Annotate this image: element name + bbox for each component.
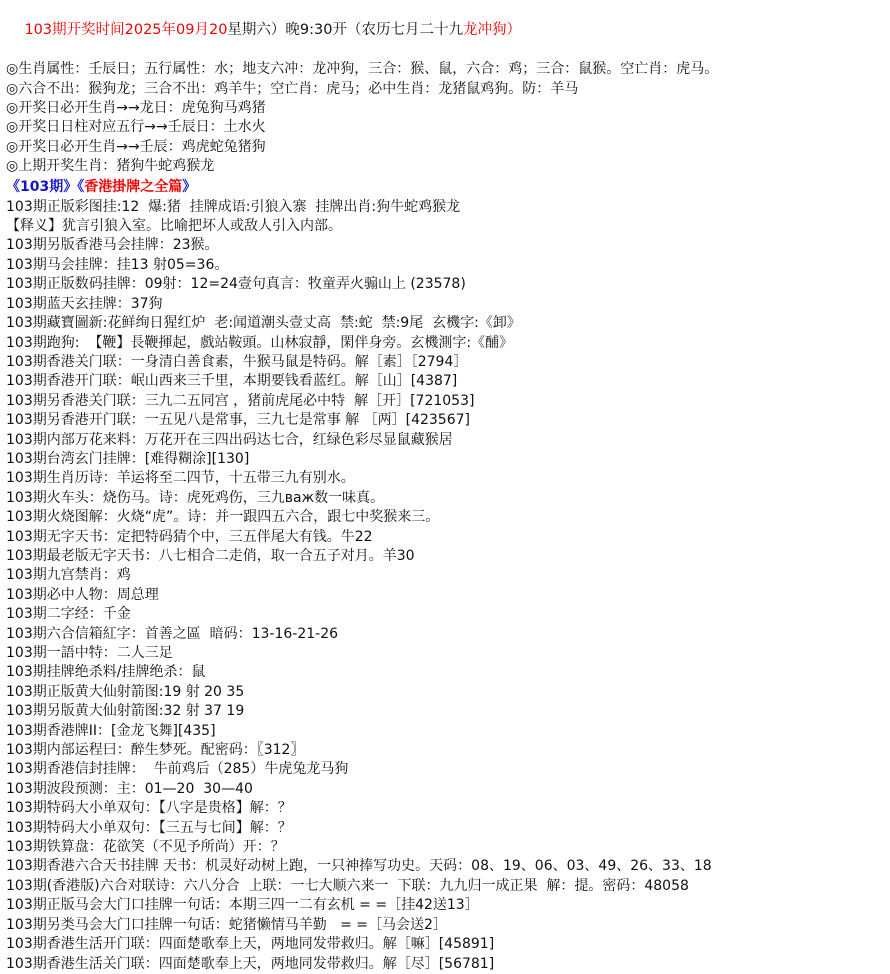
title-line <box>0 177 890 198</box>
attribute-segment: 开奖日日柱对应五行→→壬辰日：土水火 <box>18 119 266 136</box>
content-line: 103期特码大小单双句：【三五与七间】解：？ <box>6 819 292 836</box>
attribute-segment: 空亡肖：虎马； <box>270 80 369 97</box>
attribute-line <box>0 99 890 118</box>
content-line: 103期香港关门联：一身清白善食素，牛猴马鼠是特码。解［素］［2794］ <box>6 353 468 370</box>
content-line: 103期马会挂牌：挂13 射05=36。 <box>6 256 229 273</box>
attribute-segment: 三合不出：鸡羊牛； <box>144 80 271 97</box>
content-line: 103期台湾玄门挂牌：[难得糊涂][130] <box>6 450 250 467</box>
content-line: 103期(香港版)六合对联诗：六八分合 上联：一七大顺六来一 下联：九九归一成正果 解：提。密码：48058 <box>6 877 689 894</box>
content-line: 103期另版黄大仙射箭图:32 射 37 19 <box>6 703 245 720</box>
content-line: 103期藏寶圖新:花鲜绚日猩红炉 老:闻道潮头壹丈高 禁:蛇 禁:9尾 玄機字:《卸》 <box>6 315 521 332</box>
content-line: 103期六合信箱紅字：首善之區 暗码：13-16-21-26 <box>6 625 339 642</box>
attribute-segment: 六合不出：猴狗龙； <box>18 80 145 97</box>
title-main: 香港掛牌之全篇 <box>84 178 183 195</box>
bullet-circle-icon: ◎ <box>6 100 19 117</box>
content-line: 103期另香港开门联：一五见八是常事，三九七是常事 解 ［两］[423567] <box>6 412 470 429</box>
attribute-segment: 开奖日必开生肖→→龙日：虎兔狗马鸡猪 <box>18 100 266 117</box>
content-line: 103期蓝天玄挂牌：37狗 <box>6 295 163 312</box>
attribute-segment: 开奖日必开生肖→→壬辰：鸡虎蛇兔猪狗 <box>18 138 266 155</box>
content-line: 103期九宫禁肖：鸡 <box>6 567 131 584</box>
content-line: 103期内部运程曰：醉生梦死。配密码：〖312〗 <box>6 742 305 759</box>
attribute-block <box>0 60 890 176</box>
header-draw-time <box>0 2 890 60</box>
bullet-circle-icon: ◎ <box>6 138 19 155</box>
content-line: 103期铁算盘：花欲笑（不见予所尚）开：？ <box>6 839 285 856</box>
content-line: 103期火车头：烧伤马。诗：虎死鸡伤，三九важ数一味真。 <box>6 489 385 506</box>
content-line: 103期香港信封挂牌： 牛前鸡后（285）牛虎兔龙马狗 <box>6 761 349 778</box>
attribute-line <box>0 60 890 79</box>
content-line: 103期另香港关门联：三九二五同宫 ，猪前虎尾必中特 解［开］[721053] <box>6 392 475 409</box>
bullet-circle-icon: ◎ <box>6 80 19 97</box>
attribute-segment: 上期开奖生肖：猪狗牛蛇鸡猴龙 <box>18 158 215 175</box>
attribute-segment: 必中生肖：龙猪鼠鸡狗。防：羊马 <box>368 80 579 97</box>
content-line: 103期香港开门联：岷山西来三千里，本期要钱看蓝红。解［山］[4387] <box>6 373 458 390</box>
content-line: 103期香港生活开门联：四面楚歌奉上天，两地同发带救归。解［嘛］[45891] <box>6 936 495 953</box>
attribute-segment: 生肖属性： <box>18 61 89 78</box>
content-line: 103期另版香港马会挂牌：23猴。 <box>6 237 219 254</box>
body-block <box>0 198 890 974</box>
content-line: 103期火烧图解：火烧“虎”。诗：并一跟四五六合，跟七中奖猴来三。 <box>6 509 440 526</box>
content-line: 103期必中人物：周总理 <box>6 586 159 603</box>
content-line: 103期香港牌ⅠⅠ：[金龙飞舞][435] <box>6 722 216 739</box>
title-brackets-close: 》 <box>182 178 197 195</box>
content-line: 103期正版马会大门口挂牌一句话：本期三四一二有玄机 = =［挂42送13］ <box>6 897 479 914</box>
title-period: 《103期》 <box>6 178 78 195</box>
content-line: 103期生肖历诗：羊运将至二四节，十五带三九有别水。 <box>6 470 355 487</box>
content-line: 103期最老版无字天书：八七相合二走俏，取一合五子对月。羊30 <box>6 547 415 564</box>
content-line: 103期二字经：千金 <box>6 606 131 623</box>
content-line: 103期香港六合天书挂牌 天书：机灵好动树上跑，一只神捧写功史。天码：08、19、06、03、49、26、33、18 <box>6 858 712 875</box>
bullet-circle-icon: ◎ <box>6 119 19 136</box>
content-line: 103期正版数码挂牌：09射：12=24壹句真言：牧童弄火骟山上 (23578) <box>6 276 466 293</box>
content-line: 103期一語中特：二人三足 <box>6 645 173 661</box>
content-line: 103期内部万花来料：万花开在三四出码达七合，红绿色彩尽显鼠藏猴居 <box>6 431 453 448</box>
content-line: 103期挂牌绝杀料/挂牌绝杀：鼠 <box>6 664 206 681</box>
content-line: 103期特码大小单双句：【八字是贵格】解：？ <box>6 800 292 817</box>
bullet-circle-icon: ◎ <box>6 158 19 175</box>
content-line: 103期正版彩图挂:12 爆:猪 挂牌成语:引狼入寨 挂牌出肖:狗牛蛇鸡猴龙 <box>6 198 461 215</box>
content-line: 【释义】犹言引狼入室。比喻把坏人或敌人引入内部。 <box>6 218 342 235</box>
attribute-segment: 壬辰日；五行属性：水；地支六冲：龙冲狗，三合：猴、鼠，六合：鸡；三合：鼠猴。空亡肖：虎马。 <box>88 61 719 78</box>
header-draw-weekday: 星期六）晚9:30开（农历七月二十九 <box>227 22 463 39</box>
attribute-line <box>0 157 890 176</box>
attribute-line <box>0 118 890 137</box>
title-brackets-open: 《 <box>77 178 85 195</box>
content-line: 103期跑狗: 【鞭】長鞭揮起，戲站鞍頭。山林寂靜，閑伴身旁。玄機測字:《酺》 <box>6 334 514 351</box>
bullet-circle-icon: ◎ <box>6 61 19 78</box>
attribute-line <box>0 80 890 99</box>
content-line: 103期无字天书：定把特码猜个中，三五伴尾大有钱。牛22 <box>6 528 373 545</box>
header-draw-clash: 龙冲狗） <box>462 22 521 39</box>
content-line: 103期波段预测：主：01—20 30—40 <box>6 780 253 797</box>
content-line: 103期另类马会大门口挂牌一句话：蛇猪懒情马羊勤 = =［马会送2］ <box>6 916 447 933</box>
attribute-line <box>0 138 890 157</box>
header-draw-date: 103期开奖时间2025年09月20 <box>24 22 228 39</box>
content-line: 103期正版黄大仙射箭图:19 射 20 35 <box>6 683 245 700</box>
content-line: 103期香港生活关门联：四面楚歌奉上天，两地同发带救归。解［尽］[56781] <box>6 955 495 972</box>
